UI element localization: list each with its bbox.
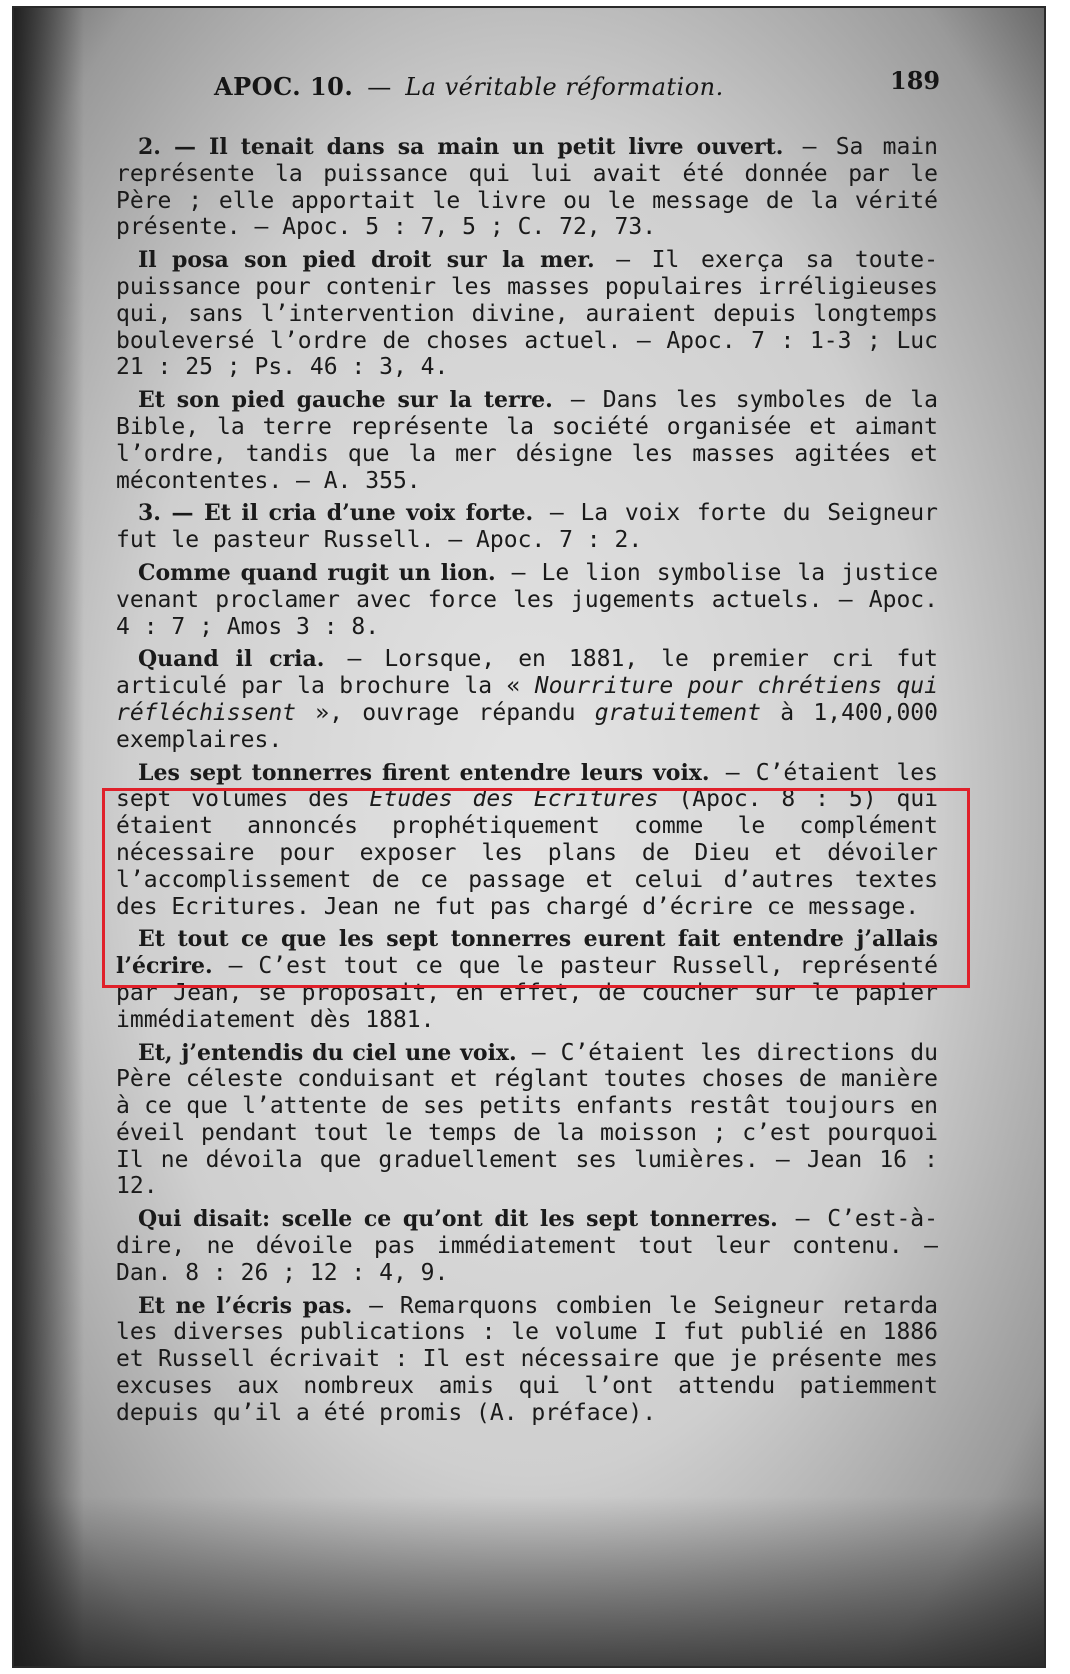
paragraph-text: — C’étaient les sept volumes des xyxy=(116,759,938,813)
paragraph-text: — La voix forte du Seigneur fut le pasteur Russell. — Apoc. 7 : 2. xyxy=(116,500,938,554)
paragraph-1 xyxy=(116,134,938,241)
paragraph-lead: Comme quand rugit un lion. xyxy=(138,559,496,586)
paragraph-text: — C’est-à-dire, ne dévoile pas immédiatement tout leur contenu. — Dan. 8 : 26 ; 12 : 4, 9. xyxy=(116,1206,938,1286)
paragraph-lead: 3. — Et il cria d’une voix forte. xyxy=(138,500,534,527)
paragraph-lead: Et son pied gauche sur la terre. xyxy=(138,387,553,414)
paragraph-lead: Qui disait: scelle ce qu’ont dit les sept tonnerres. xyxy=(138,1206,778,1233)
section-title: La véritable réformation. xyxy=(405,73,724,101)
header-dash: — xyxy=(367,73,392,101)
paragraph-text: — Dans les symboles de la Bible, la terre représente la société organisée et aimant l’ordre, tandis que la mer désigne les masses agitées et mécontentes. — A. 355. xyxy=(116,387,938,494)
paragraph-10 xyxy=(116,1206,938,1286)
paragraph-4 xyxy=(116,500,938,554)
paragraph-text: — Il exerça sa toute-puissance pour contenir les masses populaires irréligieuses qui, sans l’intervention divine, auraient depuis longtemps bouleversé l’ordre de choses actuel. — Apoc. 7 : 1-3 ; Luc 21 : 25 ; Ps. 46 : 3, 4. xyxy=(116,247,938,381)
paragraph-8 xyxy=(116,926,938,1033)
paragraph-text: — Sa main représente la puissance qui lui avait été donnée par le Père ; elle apportait le livre ou le message de la vérité présente. — Apoc. 5 : 7, 5 ; C. 72, 73. xyxy=(116,134,938,241)
paragraph-lead: Il posa son pied droit sur la mer. xyxy=(138,247,595,274)
running-head xyxy=(214,72,934,101)
italic-word: gratuitement xyxy=(594,699,761,726)
paragraph-text: à 1,400,000 exemplaires. xyxy=(116,699,938,753)
paragraph-lead: Et ne l’écris pas. xyxy=(138,1292,353,1319)
page-number: 189 xyxy=(890,66,941,95)
paragraph-text: — C’est tout ce que le pasteur Russell, représenté par Jean, se proposait, en effet, de coucher sur le papier immédiatement dès 1881. xyxy=(116,953,938,1033)
paragraph-lead: Et, j’entendis du ciel une voix. xyxy=(138,1039,517,1066)
paragraph-11 xyxy=(116,1293,938,1427)
paragraph-text: — C’étaient les directions du Père céleste conduisant et réglant toutes choses de manière à ce que l’attente de ses petits enfants restât toujours en éveil pendant tout le temps de la moisson ; c’est pourquoi Il ne dévoila que graduellement ses lumières. — Jean 16 : 12. xyxy=(116,1039,939,1200)
paragraph-text: », ouvrage répandu xyxy=(296,699,595,726)
paragraph-lead: Et tout ce que les sept tonnerres eurent fait entendre j’allais l’écrire. xyxy=(116,926,938,980)
paragraph-text: — Le lion symbolise la justice venant proclamer avec force les jugements actuels. — Apoc. 4 : 7 ; Amos 3 : 8. xyxy=(116,559,938,640)
scanned-page xyxy=(14,8,1044,1666)
chapter-reference: APOC. 10. xyxy=(214,72,354,101)
paragraph-lead: 2. — Il tenait dans sa main un petit livre ouvert. xyxy=(138,134,784,160)
paragraph-lead: Quand il cria. xyxy=(138,646,325,673)
paragraph-text: (Apoc. 8 : 5) qui étaient annoncés prophétiquement comme le complément nécessaire pour exposer les plans de Dieu et dévoiler l’accomplissement de ce passage et celui d’autres textes des Ecritures. Jean ne fut pas chargé d’écrire ce message. xyxy=(116,786,939,920)
paragraph-9 xyxy=(116,1040,938,1201)
paragraph-2 xyxy=(116,247,938,381)
body-text xyxy=(116,134,938,1433)
paragraph-6 xyxy=(116,646,938,753)
paragraph-text: — Lorsque, en 1881, le premier cri fut articulé par la brochure la « xyxy=(116,646,938,700)
italic-title: Nourriture pour chrétiens qui réfléchissent xyxy=(116,673,938,726)
paragraph-3 xyxy=(116,387,938,494)
paragraph-7-highlighted xyxy=(116,760,938,921)
paragraph-text: — Remarquons combien le Seigneur retarda les diverses publications : le volume I fut publié en 1886 et Russell écrivait : Il est nécessaire que je présente mes excuses aux nombreux amis qui l’ont attendu patiemment depuis qu’il a été promis (A. préface). xyxy=(116,1292,939,1426)
paragraph-5 xyxy=(116,560,938,640)
italic-title: Etudes des Ecritures xyxy=(369,786,659,813)
paragraph-lead: Les sept tonnerres firent entendre leurs voix. xyxy=(138,759,710,786)
